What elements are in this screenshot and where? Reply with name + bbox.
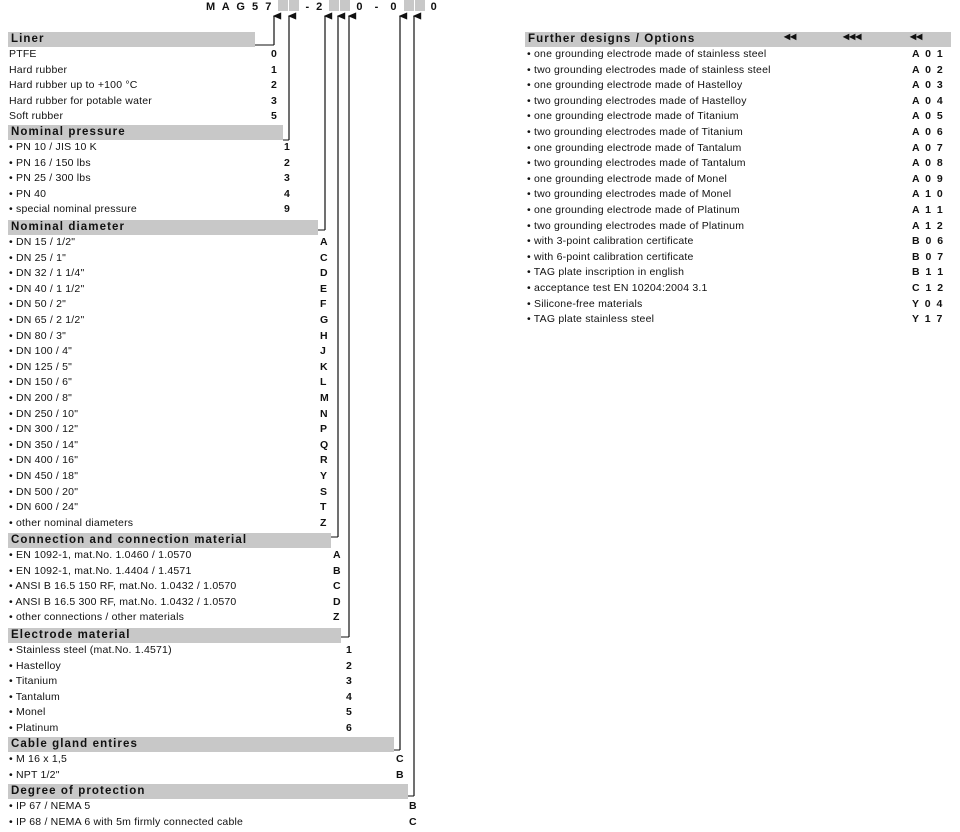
option-label: • DN 400 / 16" bbox=[9, 454, 79, 467]
further-option-code: A 1 2 bbox=[912, 219, 945, 232]
option-code: C bbox=[333, 580, 341, 593]
further-option-label: • TAG plate inscription in english bbox=[527, 266, 685, 279]
option-code: 9 bbox=[284, 203, 290, 216]
section-header: Cable gland entires bbox=[8, 737, 394, 752]
further-option-row bbox=[525, 141, 951, 157]
option-code: D bbox=[320, 267, 328, 280]
option-label: • DN 350 / 14" bbox=[9, 438, 79, 451]
triangle-markers-1: ◀◀ bbox=[784, 32, 797, 41]
option-label: • DN 200 / 8" bbox=[9, 392, 73, 404]
option-code: 4 bbox=[284, 187, 290, 200]
further-option-row bbox=[525, 203, 951, 219]
option-label: • Tantalum bbox=[9, 690, 61, 703]
option-code: R bbox=[320, 454, 328, 467]
further-option-code: A 0 7 bbox=[912, 141, 945, 154]
further-option-row bbox=[525, 234, 951, 250]
further-option-label: • one grounding electrode made of Hastelloy bbox=[527, 79, 743, 92]
further-option-code: A 0 6 bbox=[912, 125, 945, 138]
further-option-row bbox=[525, 125, 951, 141]
code-sep: 0 - 0 bbox=[356, 1, 399, 13]
further-option-label: • one grounding electrode made of Tantalum bbox=[527, 141, 742, 154]
option-code: 2 bbox=[284, 156, 290, 169]
option-label: • PN 10 / JIS 10 K bbox=[9, 141, 97, 153]
option-code: K bbox=[320, 360, 328, 373]
further-option-code: B 1 1 bbox=[912, 266, 945, 279]
option-code: 1 bbox=[346, 644, 352, 656]
option-code: E bbox=[320, 282, 328, 295]
option-label: Hard rubber for potable water bbox=[9, 94, 152, 107]
further-option-code: A 0 1 bbox=[912, 48, 945, 60]
option-code: Q bbox=[320, 438, 329, 451]
option-code: P bbox=[320, 423, 328, 436]
further-option-code: A 0 2 bbox=[912, 63, 945, 76]
further-option-row bbox=[525, 297, 951, 313]
further-option-code: A 0 9 bbox=[912, 172, 945, 185]
further-option-code: A 1 0 bbox=[912, 188, 945, 201]
option-label: • M 16 x 1,5 bbox=[9, 753, 68, 765]
further-option-label: • one grounding electrode made of Monel bbox=[527, 172, 728, 185]
option-code: 3 bbox=[271, 94, 277, 107]
option-code: H bbox=[320, 329, 328, 342]
further-option-row bbox=[525, 219, 951, 235]
option-label: • DN 40 / 1 1/2" bbox=[9, 282, 85, 295]
further-option-label: • two grounding electrodes made of Monel bbox=[527, 188, 732, 201]
further-option-code: B 0 7 bbox=[912, 250, 945, 263]
option-code: F bbox=[320, 298, 327, 311]
options-title: Further designs / Options bbox=[528, 33, 696, 45]
further-option-label: • two grounding electrodes made of stainless steel bbox=[527, 63, 771, 76]
option-label: • ANSI B 16.5 150 RF, mat.No. 1.0432 / 1.0570 bbox=[9, 580, 237, 593]
option-code: N bbox=[320, 407, 328, 420]
option-label: • DN 300 / 12" bbox=[9, 423, 79, 436]
further-option-row bbox=[525, 187, 951, 203]
option-label: • other nominal diameters bbox=[9, 516, 134, 529]
option-label: • DN 450 / 18" bbox=[9, 470, 79, 482]
further-option-code: Y 1 7 bbox=[912, 313, 944, 326]
further-option-code: A 1 1 bbox=[912, 203, 945, 216]
option-label: • Platinum bbox=[9, 722, 59, 734]
option-label: • special nominal pressure bbox=[9, 203, 137, 216]
option-code: G bbox=[320, 314, 329, 326]
option-code: Z bbox=[320, 516, 327, 529]
option-code: L bbox=[320, 376, 327, 389]
option-label: • DN 25 / 1" bbox=[9, 251, 67, 264]
triangle-markers-3: ◀◀ bbox=[910, 32, 923, 41]
option-label: Hard rubber up to +100 °C bbox=[9, 79, 138, 92]
code-dash: - bbox=[305, 1, 312, 13]
further-option-row bbox=[525, 281, 951, 297]
further-option-code: A 0 8 bbox=[912, 157, 945, 170]
triangle-markers-2: ◀◀◀ bbox=[843, 32, 862, 41]
option-label: • PN 25 / 300 lbs bbox=[9, 172, 91, 185]
further-option-code: C 1 2 bbox=[912, 281, 945, 294]
further-option-row bbox=[525, 172, 951, 188]
further-option-label: • TAG plate stainless steel bbox=[527, 313, 655, 326]
option-label: • EN 1092-1, mat.No. 1.0460 / 1.0570 bbox=[9, 549, 192, 561]
option-label: • DN 500 / 20" bbox=[9, 485, 79, 498]
option-code: 5 bbox=[346, 706, 352, 719]
option-label: • Monel bbox=[9, 706, 46, 719]
option-label: • DN 32 / 1 1/4" bbox=[9, 267, 85, 280]
further-option-label: • two grounding electrodes made of Hastelloy bbox=[527, 94, 747, 107]
further-option-row bbox=[525, 265, 951, 281]
section-header: Nominal diameter bbox=[8, 220, 318, 235]
option-code: 0 bbox=[271, 48, 277, 60]
further-option-label: • one grounding electrode made of stainless steel bbox=[527, 48, 767, 60]
further-option-label: • with 6-point calibration certificate bbox=[527, 250, 694, 263]
further-option-code: A 0 4 bbox=[912, 94, 945, 107]
further-option-code: A 0 3 bbox=[912, 79, 945, 92]
section-header: Connection and connection material bbox=[8, 533, 331, 548]
code-last: 0 bbox=[430, 1, 439, 13]
options-list bbox=[525, 47, 951, 328]
option-label: • DN 100 / 4" bbox=[9, 345, 73, 358]
option-label: • IP 68 / NEMA 6 with 5m firmly connected cable bbox=[9, 815, 244, 828]
further-option-label: • two grounding electrodes made of Titanium bbox=[527, 125, 743, 138]
section-header: Degree of protection bbox=[8, 784, 408, 799]
option-label: • ANSI B 16.5 300 RF, mat.No. 1.0432 / 1.0570 bbox=[9, 595, 237, 608]
option-label: • DN 15 / 1/2" bbox=[9, 236, 76, 248]
further-option-label: • one grounding electrode made of Titanium bbox=[527, 110, 739, 123]
further-option-label: • Silicone-free materials bbox=[527, 297, 643, 310]
option-label: • DN 50 / 2" bbox=[9, 298, 67, 311]
further-option-row bbox=[525, 109, 951, 125]
options-panel bbox=[525, 32, 951, 328]
option-code: 3 bbox=[346, 675, 352, 688]
option-code: Z bbox=[333, 611, 340, 624]
further-option-label: • one grounding electrode made of Platinum bbox=[527, 203, 740, 216]
option-label: Hard rubber bbox=[9, 63, 68, 76]
further-option-label: • two grounding electrodes made of Tantalum bbox=[527, 157, 746, 170]
option-label: • DN 65 / 2 1/2" bbox=[9, 314, 85, 326]
further-option-row bbox=[525, 78, 951, 94]
further-option-label: • with 3-point calibration certificate bbox=[527, 235, 694, 248]
section-header: Electrode material bbox=[8, 628, 341, 643]
option-label: • EN 1092-1, mat.No. 1.4404 / 1.4571 bbox=[9, 564, 192, 577]
option-label: • DN 250 / 10" bbox=[9, 407, 79, 420]
further-option-label: • two grounding electrodes made of Platinum bbox=[527, 219, 745, 232]
option-code: 5 bbox=[271, 110, 277, 123]
option-label: • DN 150 / 6" bbox=[9, 376, 73, 389]
further-option-row bbox=[525, 47, 951, 63]
further-option-row bbox=[525, 94, 951, 110]
option-label: Soft rubber bbox=[9, 110, 64, 123]
option-code: C bbox=[409, 815, 417, 828]
option-code: 2 bbox=[346, 659, 352, 672]
option-code: S bbox=[320, 485, 328, 498]
option-code: 4 bbox=[346, 690, 352, 703]
option-code: B bbox=[396, 768, 404, 781]
option-code: 6 bbox=[346, 722, 352, 734]
further-option-label: • acceptance test EN 10204:2004 3.1 bbox=[527, 281, 708, 294]
section-header: Nominal pressure bbox=[8, 125, 283, 140]
option-label: • Titanium bbox=[9, 675, 58, 688]
option-code: B bbox=[333, 564, 341, 577]
option-code: J bbox=[320, 345, 326, 358]
option-code: A bbox=[320, 236, 328, 248]
further-option-row bbox=[525, 250, 951, 266]
option-code: Y bbox=[320, 470, 328, 482]
option-code: C bbox=[320, 251, 328, 264]
option-label: • DN 600 / 24" bbox=[9, 501, 79, 514]
further-option-row bbox=[525, 63, 951, 79]
option-label: • DN 125 / 5" bbox=[9, 360, 73, 373]
further-option-row bbox=[525, 312, 951, 328]
further-option-code: B 0 6 bbox=[912, 235, 945, 248]
further-option-code: A 0 5 bbox=[912, 110, 945, 123]
option-code: 1 bbox=[271, 63, 277, 76]
option-label: • DN 80 / 3" bbox=[9, 329, 67, 342]
option-label: • Hastelloy bbox=[9, 659, 61, 672]
option-code: M bbox=[320, 392, 329, 404]
section-header: Liner bbox=[8, 32, 255, 47]
option-label: • PN 40 bbox=[9, 187, 47, 200]
further-option-code: Y 0 4 bbox=[912, 297, 944, 310]
option-label: PTFE bbox=[9, 48, 37, 60]
option-code: B bbox=[409, 800, 417, 812]
option-label: • IP 67 / NEMA 5 bbox=[9, 800, 91, 812]
option-code: 3 bbox=[284, 172, 290, 185]
option-label: • Stainless steel (mat.No. 1.4571) bbox=[9, 644, 172, 656]
option-code: D bbox=[333, 595, 341, 608]
option-code: 2 bbox=[271, 79, 277, 92]
option-code: C bbox=[396, 753, 404, 765]
option-label: • other connections / other materials bbox=[9, 611, 185, 624]
option-code: T bbox=[320, 501, 327, 514]
code-prefix: M A G 5 7 bbox=[206, 1, 274, 13]
option-label: • PN 16 / 150 lbs bbox=[9, 156, 91, 169]
code-digit-2: 2 bbox=[316, 1, 325, 13]
further-option-row bbox=[525, 156, 951, 172]
option-label: • NPT 1/2" bbox=[9, 768, 60, 781]
options-header bbox=[525, 32, 951, 47]
option-code: A bbox=[333, 549, 341, 561]
option-code: 1 bbox=[284, 141, 290, 153]
